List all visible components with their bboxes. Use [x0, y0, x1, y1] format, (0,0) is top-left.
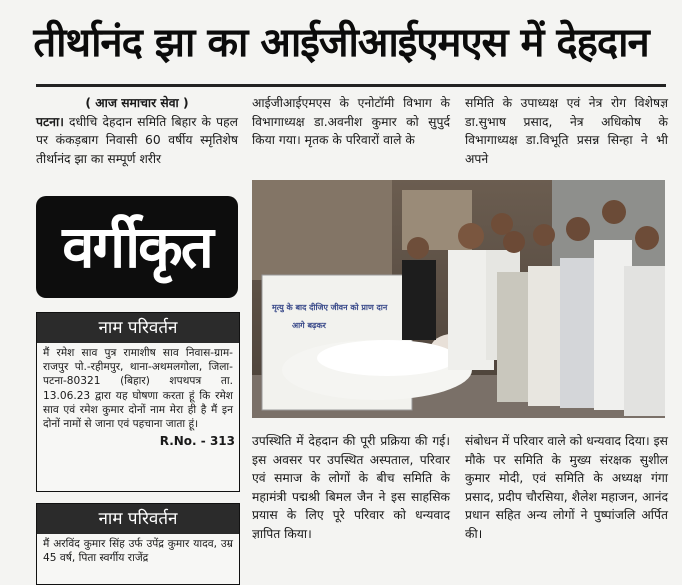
- article-column-1: [36, 94, 238, 168]
- news-photo: [252, 180, 665, 418]
- article-column-5: [465, 432, 668, 543]
- article-column-4: [252, 432, 450, 543]
- article-text-5: संबोधन में परिवार वाले को धन्यवाद दिया। इस मौके पर समिति के मुख्य संरक्षक सुशील कुमार मोदी, एवं समिति के अध्यक्ष गंगा प्रसाद, प्रदीप चौरसिया, शैलेश महाजन, आनंद प्रधान सहित अन्य लोगों ने पुष्पांजलि अर्पित की।: [465, 434, 668, 541]
- article-column-2: [252, 94, 450, 150]
- article-text-4: उपस्थिति में देहदान की पूरी प्रक्रिया की गई। इस अवसर पर उपस्थित अस्पताल, परिवार एवं समाज के लोगों के बीच समिति के महामंत्री पद्मश्री बिमल जैन ने इस साहसिक प्रयास के लिए पूरे परिवार को धन्यवाद ज्ञापित किया।: [252, 434, 450, 541]
- headline: तीर्थानंद झा का आईजीआईएमएस में देहदान: [33, 19, 649, 66]
- news-service: ( आज समाचार सेवा ): [85, 96, 189, 110]
- dateline: पटना।: [36, 114, 64, 129]
- notice-title: नाम परिवर्तन: [37, 504, 239, 534]
- notice-rno: R.No. - 313: [159, 434, 235, 449]
- article-text-2: आईजीआईएमएस के एनोटॉमी विभाग के विभागाध्यक्ष डा.अवनीश कुमार को सुपुर्द किया गया। मृतक के परिवारों वाले के: [252, 96, 450, 147]
- notice-body: मैं अरविंद कुमार सिंह उर्फ उपेंद्र कुमार यादव, उम्र 45 वर्ष, पिता स्वर्गीय राजेंद्र: [43, 538, 233, 565]
- article-text-3: समिति के उपाध्यक्ष एवं नेत्र रोग विशेषज्ञ डा.सुभाष प्रसाद, नेत्र अधिकोष के विभागाध्यक्ष डा.विभूति प्रसन्न सिन्हा ने भी अपने: [465, 96, 668, 166]
- name-change-notice: [36, 312, 240, 492]
- headline-rule: [36, 84, 666, 87]
- notice-body: मैं रमेश साव पुत्र रामाशीष साव निवास-ग्राम-राजपुर पो.-रहीमपुर, थाना-अथमलगोला, जिला-पटना-80321 (बिहार) शपथपत्र ता. 13.06.23 द्वारा यह घोषणा करता हूं कि रमेश साव एवं रमेश कुमार दोनों नाम मेरा ही है मैं इन दोनों नामों से जाना एवं पहचाना जाता हूं।: [43, 347, 233, 431]
- article-column-3: [465, 94, 668, 168]
- banner-line-2: आगे बढ़कर: [292, 321, 326, 330]
- name-change-notice-2: [36, 503, 240, 585]
- classified-banner: वर्गीकृत: [36, 196, 238, 298]
- notice-title: नाम परिवर्तन: [37, 313, 239, 343]
- banner-line-1: मृत्यु के बाद दीजिए जीवन को प्राण दान: [272, 303, 388, 312]
- article-text-1: दधीचि देहदान समिति बिहार के पहल पर कंकड़बाग निवासी 60 वर्षीय स्मृतिशेष तीर्थानंद झा का सम्पूर्ण शरीर: [36, 114, 238, 166]
- photo-illustration: [252, 180, 665, 418]
